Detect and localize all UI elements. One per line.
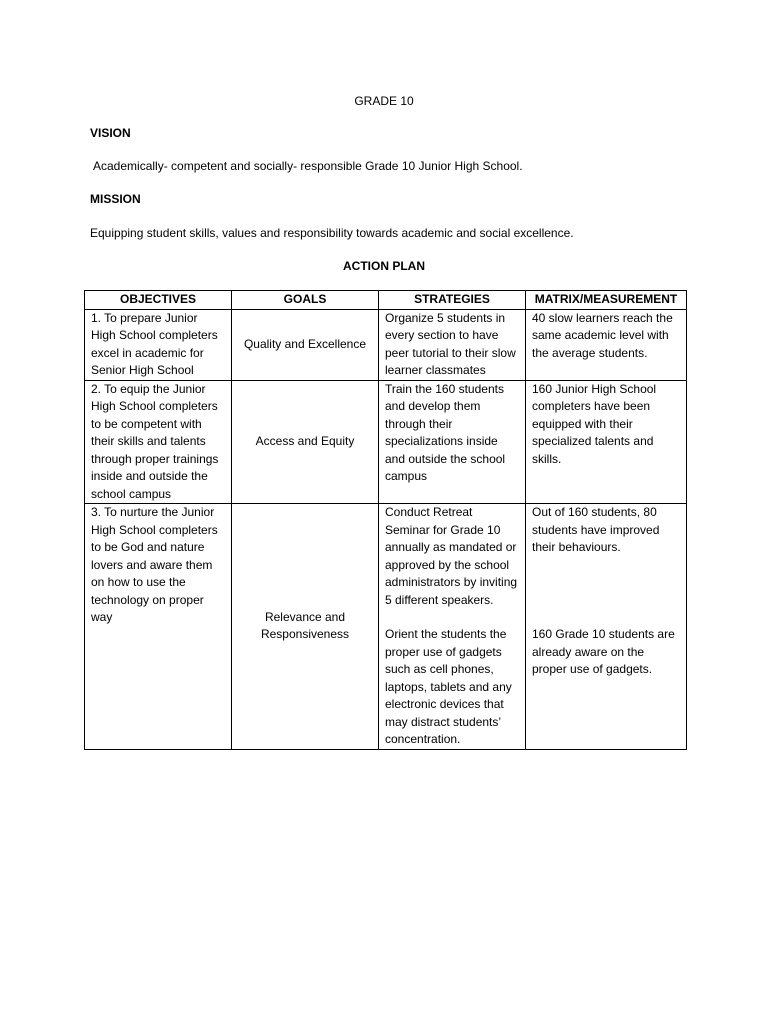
table-row — [85, 380, 687, 504]
action-plan-title: ACTION PLAN — [343, 259, 425, 273]
measurement-cell: 40 slow learners reach the same academic level with the average students. — [526, 309, 687, 380]
measurement-cell — [526, 504, 687, 750]
column-header-measurement: MATRIX/MEASUREMENT — [526, 291, 687, 310]
column-header-objectives: OBJECTIVES — [85, 291, 232, 310]
table-row — [85, 309, 687, 380]
strategy-cell: Train the 160 students and develop them through their specializations inside and outside the school campus — [379, 380, 526, 504]
column-header-strategies: STRATEGIES — [379, 291, 526, 310]
strategy-cell: Organize 5 students in every section to have peer tutorial to their slow learner classmates — [379, 309, 526, 380]
objective-cell: 3. To nurture the Junior High School completers to be God and nature lovers and aware them on how to use the technology on proper way — [85, 504, 232, 750]
goal-cell: Quality and Excellence — [232, 309, 379, 380]
strategy-item: Conduct Retreat Seminar for Grade 10 annually as mandated or approved by the school administrators by inviting 5 different speakers. — [385, 505, 518, 607]
measurement-cell: 160 Junior High School completers have been equipped with their specialized talents and skills. — [526, 380, 687, 504]
grade-heading: GRADE 10 — [354, 94, 414, 108]
measurement-item: Out of 160 students, 80 students have improved their behaviours. — [532, 505, 660, 554]
measurement-item: 160 Grade 10 students are already aware on the proper use of gadgets. — [532, 627, 675, 676]
mission-text: Equipping student skills, values and responsibility towards academic and social excellence. — [90, 226, 574, 240]
column-header-goals: GOALS — [232, 291, 379, 310]
table-row — [85, 504, 687, 750]
goal-cell: Relevance and Responsiveness — [232, 504, 379, 750]
spacer — [385, 609, 519, 626]
vision-label: VISION — [90, 126, 131, 140]
objective-cell: 1. To prepare Junior High School completers excel in academic for Senior High School — [85, 309, 232, 380]
vision-text: Academically- competent and socially- responsible Grade 10 Junior High School. — [93, 159, 523, 173]
table-header-row — [85, 291, 687, 310]
strategy-item: Orient the students the proper use of gadgets such as cell phones, laptops, tablets and any electronic devices that may distract students’ concentration. — [385, 627, 512, 746]
action-plan-table — [84, 290, 687, 750]
goal-cell: Access and Equity — [232, 380, 379, 504]
mission-label: MISSION — [90, 192, 141, 206]
objective-cell: 2. To equip the Junior High School completers to be competent with their skills and talents through proper trainings inside and outside the school campus — [85, 380, 232, 504]
strategy-cell — [379, 504, 526, 750]
